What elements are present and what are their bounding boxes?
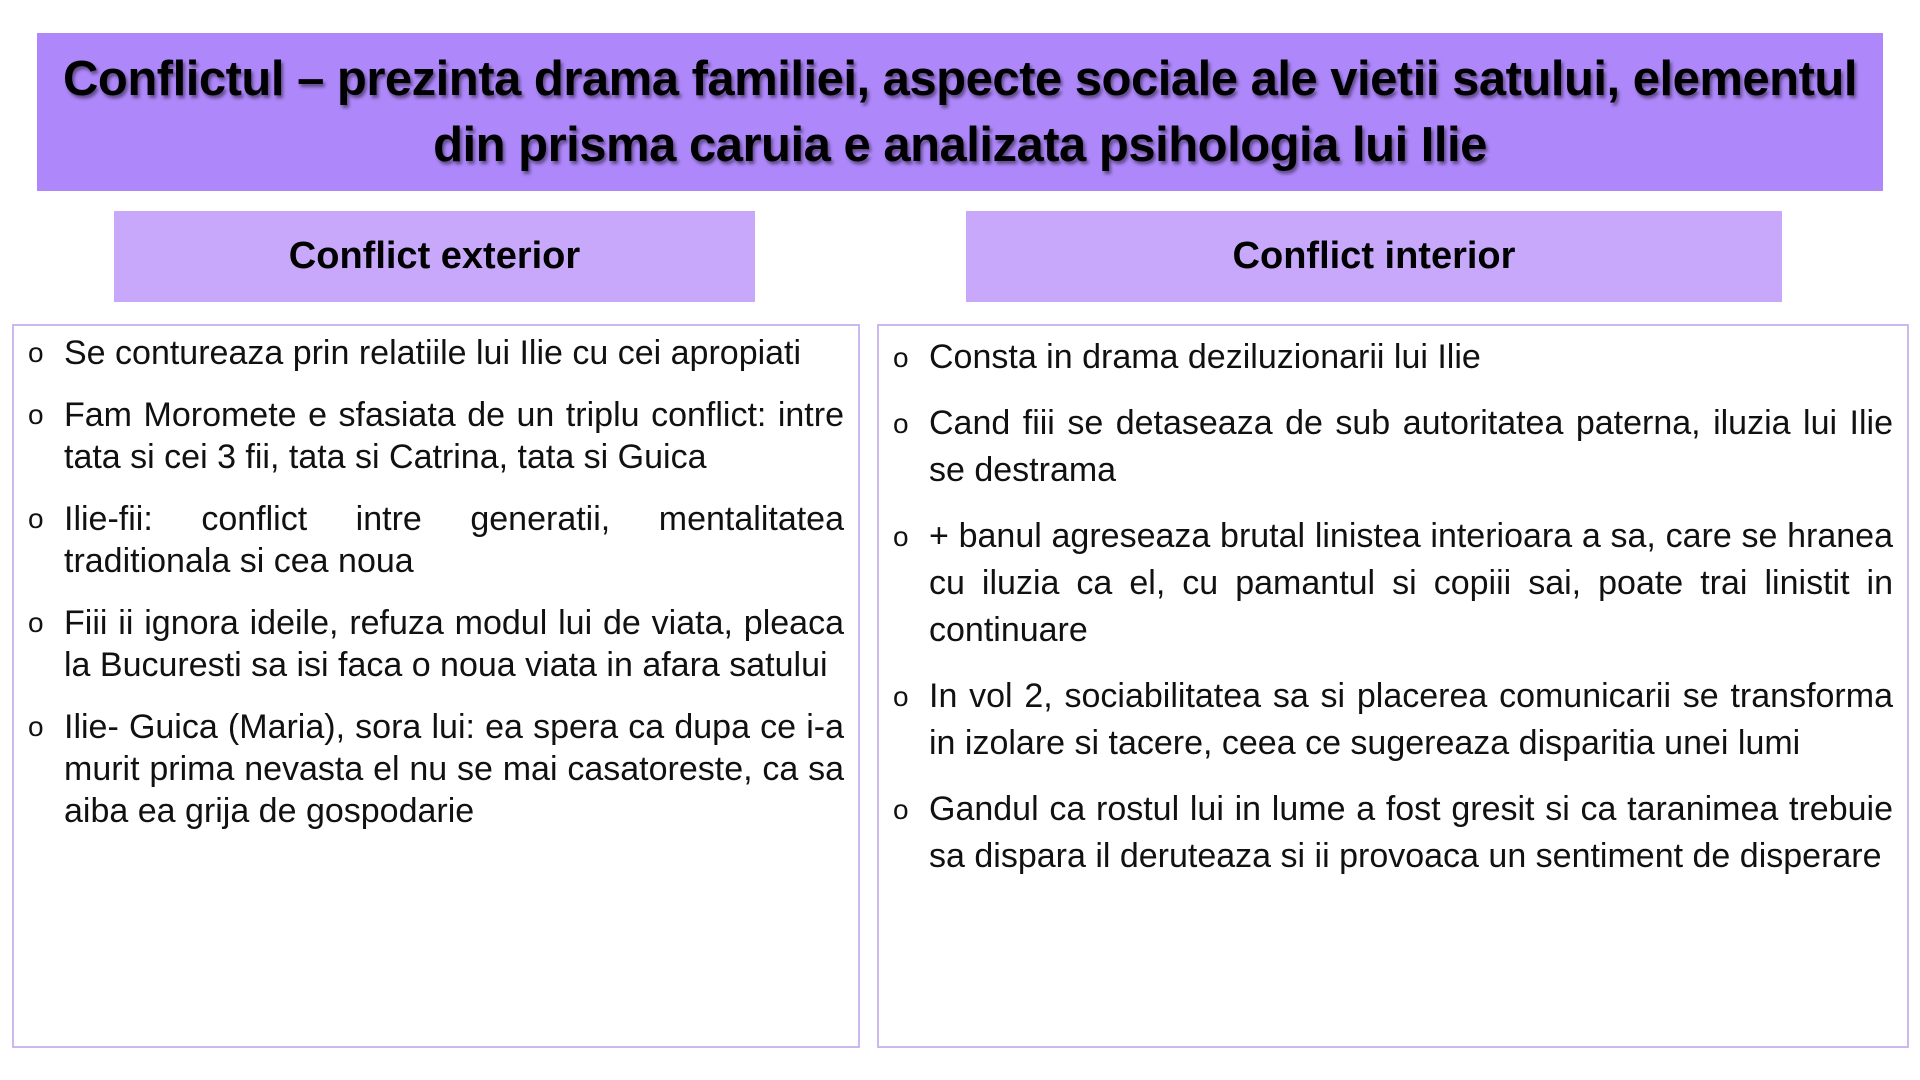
list-item <box>28 498 844 582</box>
bullet-icon: o <box>893 681 909 712</box>
bullet-icon: o <box>893 794 909 825</box>
list-item <box>28 394 844 478</box>
bullet-icon: o <box>28 337 44 368</box>
conflict-interior-list <box>893 334 1893 880</box>
list-item-text: Fiii ii ignora ideile, refuza modul lui de viata, pleaca la Bucuresti sa isi faca o noua viata in afara satului <box>64 604 844 684</box>
conflict-exterior-box <box>12 324 860 1048</box>
bullet-icon: o <box>893 521 909 552</box>
list-item-text: Fam Moromete e sfasiata de un triplu conflict: intre tata si cei 3 fii, tata si Catrina, tata si Guica <box>64 396 844 476</box>
list-item-text: Consta in drama deziluzionarii lui Ilie <box>929 338 1481 376</box>
bullet-icon: o <box>28 503 44 534</box>
list-item <box>893 400 1893 494</box>
conflict-interior-box <box>877 324 1909 1048</box>
list-item <box>893 513 1893 654</box>
bullet-icon: o <box>28 607 44 638</box>
list-item-text: Cand fiii se detaseaza de sub autoritatea paterna, iluzia lui Ilie se destrama <box>929 404 1893 489</box>
list-item-text: In vol 2, sociabilitatea sa si placerea comunicarii se transforma in izolare si tacere, ceea ce sugereaza disparitia unei lumi <box>929 677 1893 762</box>
header-conflict-interior: Conflict interior <box>966 211 1782 302</box>
list-item-text: Gandul ca rostul lui in lume a fost gresit si ca taranimea trebuie sa dispara il deruteaza si ii provoaca un sentiment de disperare <box>929 790 1893 875</box>
list-item-text: + banul agreseaza brutal linistea interioara a sa, care se hranea cu iluzia ca el, cu pamantul si copiii sai, poate trai linistit in continuare <box>929 517 1893 649</box>
list-item <box>28 706 844 832</box>
slide-title-banner <box>37 33 1883 191</box>
list-item-text: Se contureaza prin relatiile lui Ilie cu cei apropiati <box>64 334 802 372</box>
bullet-icon: o <box>28 711 44 742</box>
conflict-exterior-list <box>28 332 844 832</box>
list-item <box>893 334 1893 381</box>
bullet-icon: o <box>893 408 909 439</box>
list-item <box>893 786 1893 880</box>
header-conflict-exterior: Conflict exterior <box>114 211 755 302</box>
bullet-icon: o <box>28 399 44 430</box>
slide-title: Conflictul – prezinta drama familiei, aspecte sociale ale vietii satului, elementul din prisma caruia e analizata psihologia lui Ilie <box>63 52 1857 172</box>
list-item <box>28 602 844 686</box>
list-item <box>28 332 844 374</box>
list-item-text: Ilie- Guica (Maria), sora lui: ea spera ca dupa ce i-a murit prima nevasta el nu se mai casatoreste, ca sa aiba ea grija de gospodarie <box>64 708 844 830</box>
list-item-text: Ilie-fii: conflict intre generatii, mentalitatea traditionala si cea noua <box>64 500 844 580</box>
list-item <box>893 673 1893 767</box>
bullet-icon: o <box>893 342 909 373</box>
